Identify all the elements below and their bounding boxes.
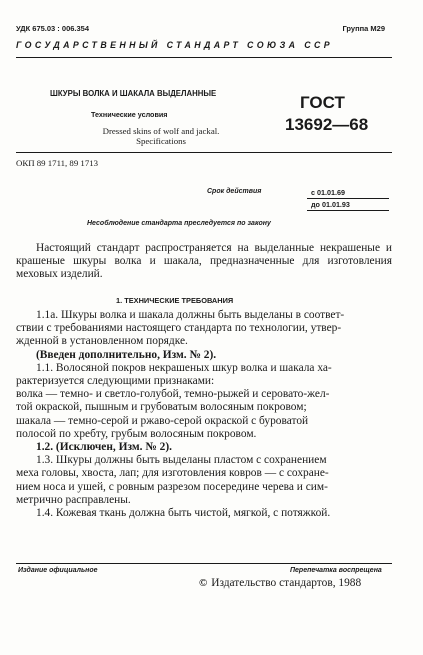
- body-line: нием носа и ушей, с ровным разрезом посередине черева и сим-: [16, 480, 328, 493]
- body-line: 1.1. Волосяной покров некрашеных шкур волка и шакала ха-: [36, 361, 332, 374]
- body-line: рактеризуется следующими признаками:: [16, 375, 215, 387]
- section-heading: 1. ТЕХНИЧЕСКИЕ ТРЕБОВАНИЯ: [116, 296, 234, 305]
- english-title: Dressed skins of wolf and jackal. Specifications: [102, 126, 220, 146]
- body-line: 1.4. Кожевая ткань должна быть чистой, мягкой, с потяжкой.: [36, 507, 331, 519]
- header-rule: [16, 57, 392, 58]
- document-subtitle: Технические условия: [91, 110, 168, 119]
- okp-code: ОКП 89 1711, 89 1713: [16, 158, 99, 168]
- validity-to: до 01.01.93: [311, 200, 350, 209]
- group-code: Группа М29: [342, 24, 385, 33]
- body-line: меха головы, хвоста, лап; для изготовления ковров — с сохране-: [16, 467, 329, 480]
- body-line: шакала — темно-серой и ржаво-серой окраской с буроватой: [16, 414, 309, 427]
- standard-title: ГОСУДАРСТВЕННЫЙ СТАНДАРТ СОЮЗА ССР: [16, 40, 334, 50]
- udk-code: УДК 675.03 : 006.354: [16, 24, 90, 33]
- body-line: метрично расправлены.: [16, 493, 131, 506]
- copyright-icon: ©: [199, 577, 208, 589]
- validity-to-underline: [307, 210, 389, 211]
- body-line: полосой по хребту, грубым волосяным покровом.: [16, 427, 257, 440]
- body-line: ствии с требованиями настоящего стандарта по технологии, утвер-: [16, 322, 342, 335]
- document-title: ШКУРЫ ВОЛКА И ШАКАЛА ВЫДЕЛАННЫЕ: [50, 89, 217, 98]
- footer-rule: [16, 563, 392, 564]
- gost-number: 13692—68: [285, 115, 369, 134]
- publisher-line: [199, 577, 361, 589]
- body-line: 1.3. Шкуры должны быть выделаны пластом с сохранением: [36, 454, 327, 467]
- body-line: волка — темно- и светло-голубой, темно-рыжей и серовато-жел-: [16, 388, 330, 401]
- intro-paragraph: Настоящий стандарт распространяется на выделанные некрашеные и крашеные шкуры волка и шакала, предназначенные для изготовления меховых изделий.: [16, 242, 392, 281]
- official-edition-stamp: Издание официальное: [18, 567, 98, 574]
- validity-from-underline: [307, 198, 389, 199]
- reprint-prohibited-stamp: Перепечатка воспрещена: [290, 567, 382, 574]
- law-notice: Несоблюдение стандарта преследуется по закону: [87, 220, 271, 227]
- publisher-text: Издательство стандартов, 1988: [211, 577, 362, 589]
- gost-label: ГОСТ: [300, 93, 345, 112]
- validity-from: с 01.01.69: [311, 188, 345, 197]
- body-line: жденной в установленном порядке.: [16, 335, 188, 348]
- body-line: (Введен дополнительно, Изм. № 2).: [36, 348, 217, 361]
- validity-label: Срок действия: [207, 188, 262, 195]
- body-line: 1.1а. Шкуры волка и шакала должны быть выделаны в соответ-: [36, 309, 345, 321]
- title-rule: [16, 152, 392, 153]
- body-line: 1.2. (Исключен, Изм. № 2).: [36, 441, 172, 453]
- body-line: той окраской, пышным и грубоватым волосяным покровом;: [16, 401, 307, 414]
